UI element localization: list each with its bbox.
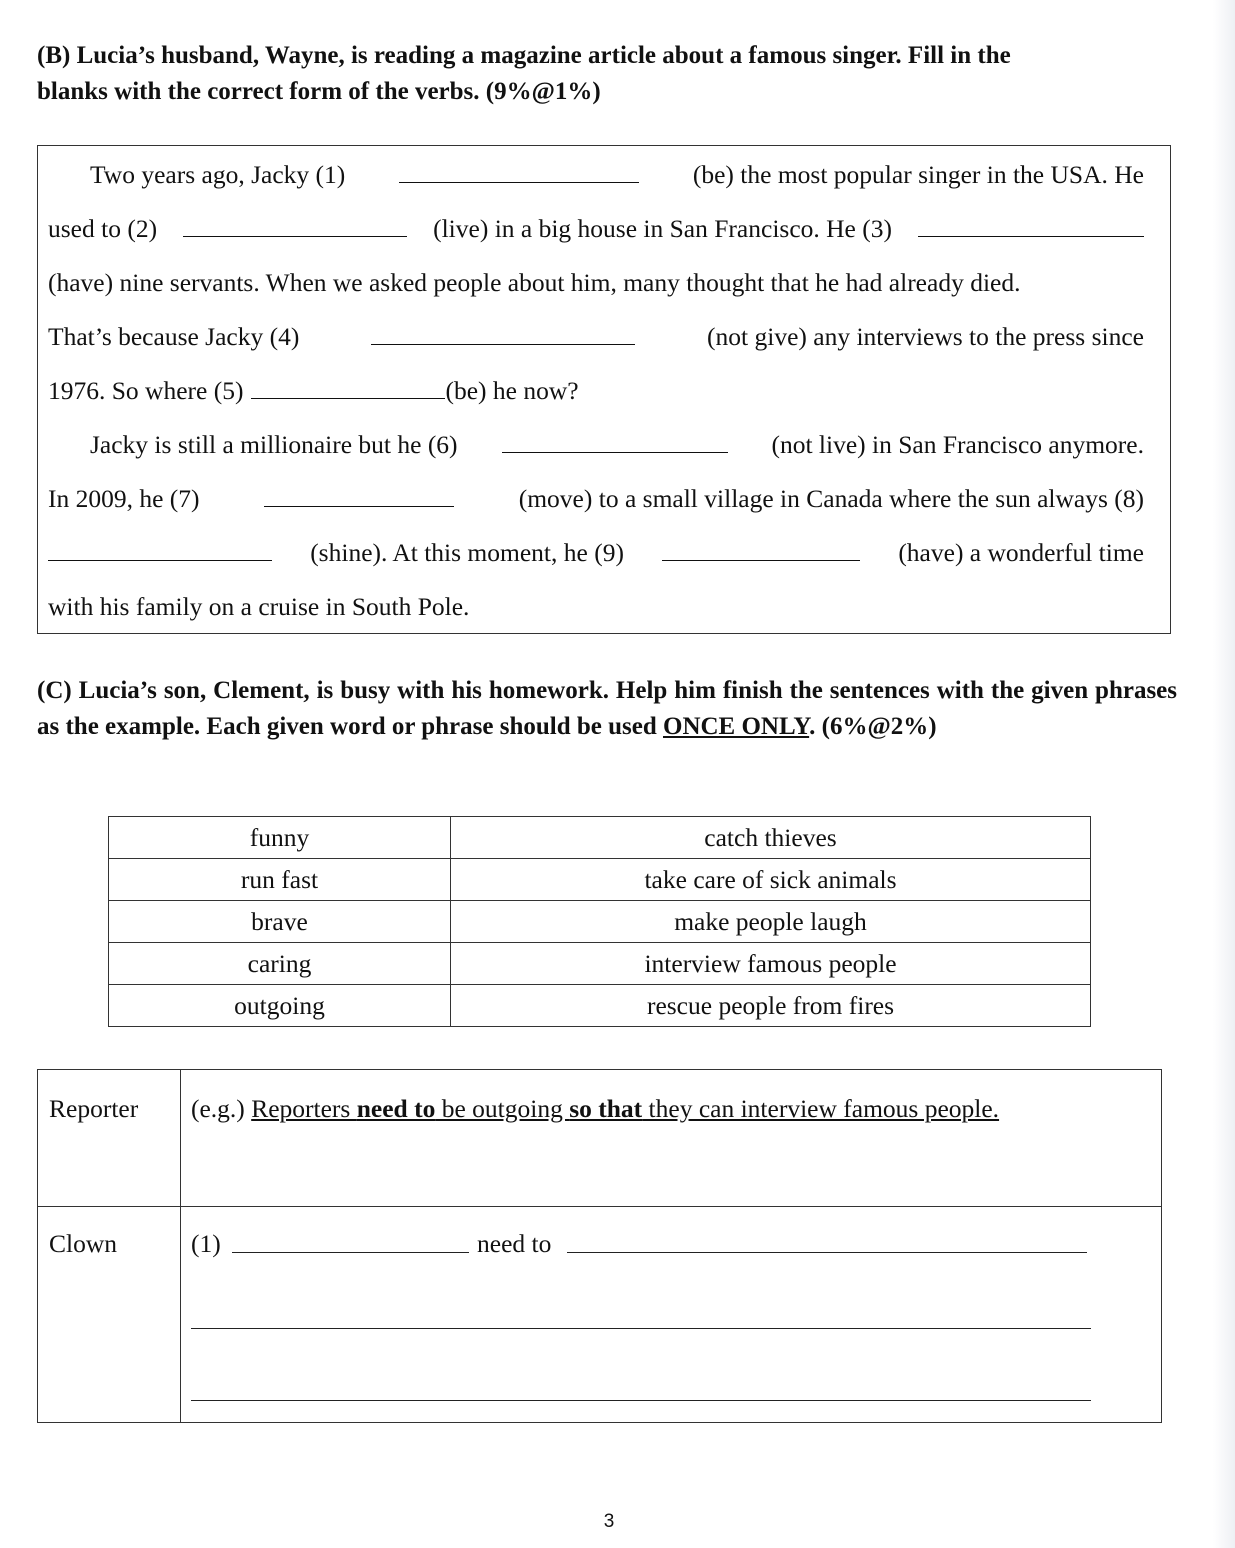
blank-1[interactable]	[399, 158, 639, 183]
passage-text: (live) in a big house in San Francisco. He (3)	[433, 214, 892, 243]
passage-line-2	[48, 212, 1144, 246]
action-cell: rescue people from fires	[451, 985, 1091, 1027]
action-cell: interview famous people	[451, 943, 1091, 985]
table-row	[109, 817, 1091, 859]
passage-text: (be) he now?	[445, 376, 579, 405]
passage-text: (shine). At this moment, he (9)	[310, 538, 624, 567]
clown-subject-blank[interactable]	[232, 1252, 469, 1253]
clown-answer-blank-1[interactable]	[567, 1252, 1087, 1253]
section-b-heading-line2: blanks with the correct form of the verbs. (9%@1%)	[37, 78, 601, 105]
section-c-heading-text: (C) Lucia’s son, Clement, is busy with his homework. Help him finish the sentences with the given phrases as the example. Each given word or phrase should be used	[37, 677, 1177, 740]
example-bold: so that	[569, 1094, 643, 1123]
passage-text: (not give) any interviews to the press since	[707, 322, 1144, 351]
adjective-cell: funny	[109, 817, 451, 859]
phrase-table	[108, 816, 1091, 1027]
action-cell: take care of sick animals	[451, 859, 1091, 901]
blank-5[interactable]	[251, 374, 445, 399]
blank-4[interactable]	[371, 320, 635, 345]
adjective-cell: brave	[109, 901, 451, 943]
row-divider	[38, 1206, 1161, 1207]
passage-text: Jacky is still a millionaire but he (6)	[90, 430, 458, 459]
blank-7[interactable]	[264, 482, 454, 507]
passage-line-7	[48, 482, 1144, 516]
passage-box	[37, 145, 1171, 634]
blank-6[interactable]	[502, 428, 728, 453]
example-bold: need to	[356, 1094, 436, 1123]
clown-need-to: need to	[477, 1229, 552, 1258]
page-number: 3	[603, 1511, 615, 1532]
passage-line-3	[48, 266, 1144, 300]
example-text: Reporters	[251, 1094, 357, 1123]
passage-text: In 2009, he (7)	[48, 484, 200, 513]
section-b-heading-line1: (B) Lucia’s husband, Wayne, is reading a magazine article about a famous singer. Fill in the	[37, 42, 1011, 69]
table-row	[109, 901, 1091, 943]
clown-answer-blank-3[interactable]	[191, 1400, 1091, 1401]
passage-text: (move) to a small village in Canada where the sun always (8)	[518, 484, 1144, 513]
passage-text: with his family on a cruise in South Pole.	[48, 592, 470, 621]
passage-line-1	[90, 158, 1144, 192]
passage-line-8	[48, 536, 1144, 570]
section-c-heading	[37, 673, 1177, 745]
answer-table	[37, 1069, 1162, 1423]
passage-line-5	[48, 374, 1144, 408]
blank-3[interactable]	[918, 212, 1144, 237]
column-divider	[180, 1070, 181, 1422]
passage-text: Two years ago, Jacky (1)	[90, 160, 346, 189]
blank-2[interactable]	[183, 212, 407, 237]
passage-text: (not live) in San Francisco anymore.	[771, 430, 1144, 459]
blank-8[interactable]	[48, 536, 272, 561]
clown-label: Clown	[49, 1229, 118, 1258]
passage-line-4	[48, 320, 1144, 354]
adjective-cell: caring	[109, 943, 451, 985]
clown-number: (1)	[191, 1229, 221, 1258]
passage-text: (have) a wonderful time	[898, 538, 1144, 567]
passage-text: 1976. So where (5)	[48, 376, 244, 405]
clown-answer-blank-2[interactable]	[191, 1328, 1091, 1329]
example-underlined	[251, 1094, 999, 1123]
page-edge-shadow	[1213, 0, 1235, 1548]
adjective-cell: outgoing	[109, 985, 451, 1027]
once-only-emphasis: ONCE ONLY	[663, 713, 810, 740]
table-row	[109, 985, 1091, 1027]
section-c-heading-score: . (6%@2%)	[809, 713, 937, 740]
passage-text: (be) the most popular singer in the USA. He	[692, 160, 1144, 189]
adjective-cell: run fast	[109, 859, 451, 901]
example-text: be outgoing	[435, 1094, 570, 1123]
passage-text: That’s because Jacky (4)	[48, 322, 300, 351]
action-cell: catch thieves	[451, 817, 1091, 859]
action-cell: make people laugh	[451, 901, 1091, 943]
blank-9[interactable]	[662, 536, 860, 561]
passage-line-6	[90, 428, 1144, 462]
reporter-label: Reporter	[49, 1094, 139, 1123]
example-text: they can interview famous people.	[642, 1094, 1000, 1123]
passage-line-9	[48, 590, 1144, 624]
passage-text: (have) nine servants. When we asked people about him, many thought that he had already died.	[48, 268, 1021, 297]
example-prefix: (e.g.)	[191, 1094, 252, 1123]
passage-text: used to (2)	[48, 214, 158, 243]
example-sentence	[191, 1092, 999, 1126]
table-row	[109, 859, 1091, 901]
section-b-heading	[37, 38, 1177, 110]
table-row	[109, 943, 1091, 985]
